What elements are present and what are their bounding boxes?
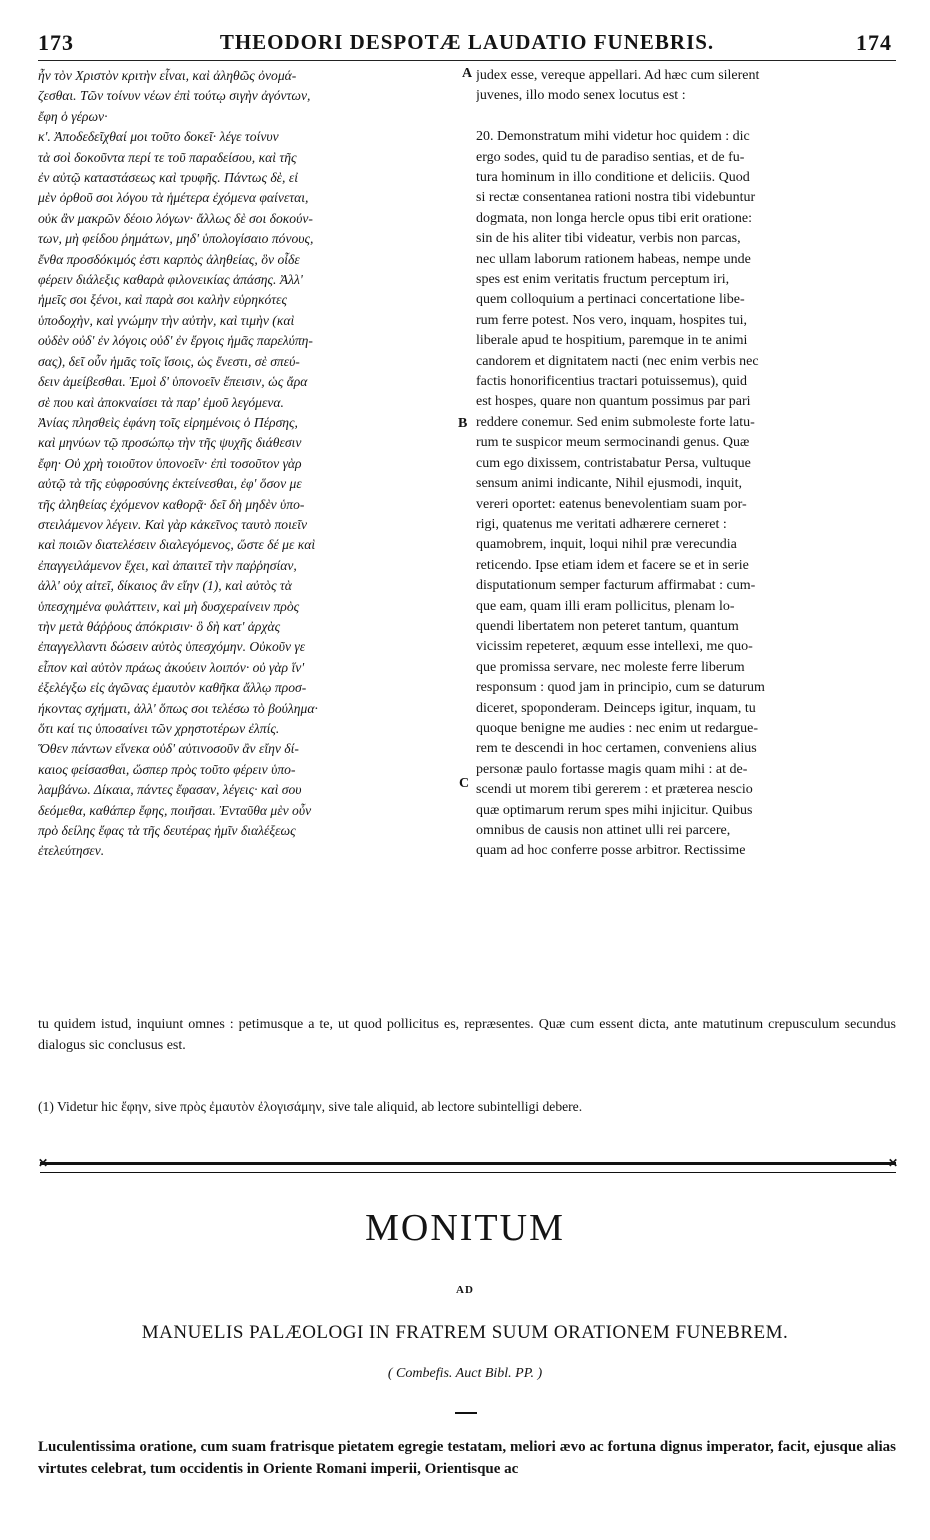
text-line: quamobrem, inquit, loqui nihil præ verecundia	[476, 537, 737, 553]
running-header	[38, 24, 896, 61]
footnote: (1) Videtur hic ἔφην, sive πρὸς ἐμαυτὸν ἐλογισάμην, sive tale aliquid, ab lectore subintelligi debere.	[38, 1099, 583, 1114]
text-line: vicissim repeteret, æquum esse intellexi, me quo-	[476, 639, 753, 655]
text-line: καὶ ποιῶν διατελέσειν διαλεγόμενος, ὥστε δέ με καὶ	[38, 537, 316, 553]
page-number-left: 173	[38, 30, 74, 55]
section-divider	[38, 1156, 898, 1173]
monitum-body-text: Luculentissima oratione, cum suam fratrisque pietatem egregie testatam, meliori ævo ac fortuna dignus imperator, facit, ejusque alias virtutes celebrat, tum occidentis in Oriente Romani imperii, Orientisque ac	[38, 1439, 896, 1477]
page-number-right: 174	[856, 30, 892, 55]
text-line: στειλάμενον λέγειν. Καὶ γὰρ κἀκεῖνος ταυτὸ ποιεῖν	[38, 516, 308, 532]
text-line: omnibus de causis non attinet ulli rei parcere,	[476, 823, 731, 839]
text-line: factis honorificentius tractari potuissemus), quid	[476, 374, 747, 390]
text-line: rum te suspicor meum sermocinandi genus. Quæ	[476, 435, 750, 451]
text-line: sin de his aliter tibi videatur, verbis non parcas,	[476, 231, 741, 247]
text-line: σὲ που καὶ ἀποκναίσει τὰ παρ' ἐμοῦ λεγόμενα.	[38, 394, 284, 410]
closing-paragraph: tu quidem istud, inquiunt omnes : petimusque a te, ut quod pollicitus es, repræsentes. Quæ cum essent dicta, ante matutinum crepusculum secundus dialogus sic conclusus est.	[38, 1017, 896, 1053]
text-line: quoque benigne me audies : nec enim ut redargue-	[476, 720, 758, 736]
text-line: ὑποδοχὴν, καὶ γνώμην τὴν αὐτὴν, καὶ τιμὴν (καὶ	[38, 312, 295, 328]
text-line: rum ferre potest. Nos vero, inquam, hospites tui,	[476, 312, 748, 328]
monitum-title: MONITUM	[365, 1207, 565, 1249]
text-line: ἡμεῖς σοι ξένοι, καὶ παρὰ σοι καλὴν εὑρηκότες	[38, 292, 288, 308]
text-line: αὐτῷ τὰ τῆς εὐφροσύνης ἐκτείνεσθαι, ἐφ' ὅσον με	[38, 476, 302, 492]
text-line: ἐν αὐτῷ καταστάσεως καὶ τρυφῆς. Πάντως δὲ, εἰ	[38, 170, 298, 186]
text-line: judex esse, vereque appellari. Ad hæc cum silerent	[476, 68, 760, 83]
text-line: 20. Demonstratum mihi videtur hoc quidem : dic	[476, 129, 750, 145]
text-line: λαμβάνω. Δίκαια, πάντες ἔφασαν, λέγεις· καὶ σου	[38, 782, 302, 798]
margin-marker-b: B	[458, 416, 468, 431]
text-line: ζεσθαι. Τῶν τοίνυν νέων ἐπὶ τούτῳ σιγὴν ἀγόντων,	[38, 88, 311, 104]
text-line: ἐπαγγειλάμενον ἔχει, καὶ ἀπαιτεῖ τὴν παῤῥησίαν,	[38, 557, 297, 573]
text-line: ἐξελέγξω εἰς ἀγῶνας ἐμαυτὸν καθῆκα ἄλλῳ προσ-	[38, 680, 307, 696]
margin-marker-a: A	[462, 66, 473, 81]
running-title: THEODORI DESPOTÆ LAUDATIO FUNEBRIS.	[219, 30, 715, 54]
text-line: ἀλλ' οὐχ αἰτεῖ, δίκαιος ἂν εἴην (1), καὶ αὐτὸς τὰ	[38, 578, 292, 594]
text-line: δειν ἀμείβεσθαι. Ἐμοὶ δ' ὑπονοεῖν ἔπεισιν, ὡς ἄρα	[38, 374, 308, 390]
text-line: rigi, quatenus me veritati adhærere cerneret :	[476, 516, 727, 532]
text-line: candorem et dignitatem nacti (nec enim verbis nec	[476, 353, 759, 369]
text-line: μὲν ὀρθοῦ σοι λόγου τὰ ἡμέτερα ἐχόμενα φαίνεται,	[38, 190, 309, 206]
text-line: reticendo. Ipse etiam idem et facere se et in serie	[476, 557, 749, 573]
text-line: ἐτελεύτησεν.	[38, 843, 105, 859]
text-line: cum ego dixissem, contristabatur Persa, vultuque	[476, 455, 751, 471]
greek-column	[38, 66, 462, 862]
text-line: scendi ut morem tibi gererem : et præterea nescio	[476, 782, 753, 798]
text-line: juvenes, illo modo senex locutus est :	[476, 88, 686, 104]
text-line: σας), δεῖ οὖν ἡμᾶς τοῖς ἴσοις, ὡς ἔνεστι, σὲ σπεύ-	[38, 353, 300, 369]
text-line: personæ paulo fortasse magis quam mihi : at de-	[476, 761, 748, 777]
text-line: rem te descendi in hoc certamen, conveniens alius	[476, 741, 757, 757]
text-line: vereri oportet: eatenus benevolentiam suam por-	[476, 496, 747, 512]
text-line: quem colloquium a pertinaci concertatione libe-	[476, 292, 745, 308]
text-line: τῆς ἀληθείας ἐχόμενον καθορᾷ· δεῖ δὴ μηδὲν ὑπο-	[38, 496, 305, 512]
text-line: τὰ σοὶ δοκοῦντα περί τε τοῦ παραδείσου, καὶ τῆς	[38, 149, 297, 165]
paragraph-gap	[476, 107, 896, 127]
text-line: ἔνθα προσδόκιμός ἐστι καρπὸς ἀληθείας, ὃν οἶδε	[38, 251, 300, 267]
text-line: Ἀνίας πλησθεὶς ἐφάνη τοῖς εἰρημένοις ὁ Πέρσης,	[38, 414, 298, 430]
latin-column	[476, 66, 896, 862]
short-rule	[455, 1412, 477, 1414]
text-line: tura hominum in illo conditione et deliciis. Quod	[476, 170, 750, 186]
text-line: nec ullam laborum rationem habeas, nempe unde	[476, 251, 751, 267]
text-line: καὶ μηνύων τῷ προσώπῳ τὴν τῆς ψυχῆς διάθεσιν	[38, 435, 302, 451]
text-line: disputationum semper facturum affirmabat : cum-	[476, 578, 756, 594]
text-line: φέρειν διάλεξις καθαρὰ φιλονεικίας ἁπάσης. Ἀλλ'	[38, 272, 303, 288]
text-line: δεόμεθα, καθάπερ ἔφης, ποιῆσαι. Ἐνταῦθα μὲν οὖν	[38, 802, 312, 818]
text-line: ἐπαγγελλαντι δώσειν αὐτὸς ὑπεσχόμην. Οὐκοῦν γε	[38, 639, 306, 655]
text-line: dogmata, non longa hercle opus tibi erit oratione:	[476, 210, 753, 226]
text-line: ἦν τὸν Χριστὸν κριτὴν εἶναι, καὶ ἀληθῶς ὀνομά-	[38, 68, 297, 83]
margin-marker-c: C	[459, 776, 470, 791]
text-line: liberale apud te hospitium, paremque in te animi	[476, 333, 748, 349]
text-line: κ'. Ἀποδεδεῖχθαί μοι τοῦτο δοκεῖ· λέγε τοίνυν	[38, 129, 279, 145]
text-line: ὑπεσχημένα φυλάττειν, καὶ μὴ δυσχεραίνειν πρὸς	[38, 598, 300, 614]
text-line: εἶπον καὶ αὐτὸν πράως ἀκούειν λοιπόν· οὐ γὰρ ἵν'	[38, 659, 305, 675]
text-line: ergo sodes, quid tu de paradiso sentias, et de fu-	[476, 149, 745, 165]
text-line: quendi libertatem non peteret tantum, quantum	[476, 618, 739, 634]
text-line: πρὸ δείλης ἔφας τὰ τῆς δευτέρας ἡμῖν διαλέξεως	[38, 823, 296, 839]
text-line: que eam, quam illi eram pollicitus, plenam lo-	[476, 598, 735, 614]
text-line: των, μὴ φείδου ῥημάτων, μηδ' ὑπολογίσαιο πόνους,	[38, 231, 314, 247]
text-line: quæ optimarum rerum spes mihi injicitur. Quibus	[476, 802, 753, 818]
text-line: ὅτι καί τις ὑποσαίνει τῶν χρηστοτέρων ἐλπίς.	[38, 721, 280, 736]
text-line: ἔφη· Οὐ χρὴ τοιοῦτον ὑπονοεῖν· ἐπὶ τοσοῦτον γὰρ	[38, 455, 302, 471]
text-line: que promissa servare, nec moleste ferre liberum	[476, 659, 745, 675]
text-line: responsum : quod jam in principio, cum se daturum	[476, 680, 765, 696]
text-line: ἔφη ὁ γέρων·	[38, 108, 108, 124]
text-line: οὐκ ἂν μακρῶν δέοιο λόγων· ἄλλως δὲ σοι δοκούν-	[38, 210, 313, 226]
text-line: si rectæ consentanea rationi nostra tibi videbuntur	[476, 190, 756, 206]
text-line: τὴν μετὰ θάῤῥους ἀπόκρισιν· ὃ δὴ κατ' ἀρχὰς	[38, 618, 281, 634]
text-line: οὐδὲν οὐδ' ἐν λόγοις οὐδ' ἐν ἔργοις ἡμᾶς παρελύπη-	[38, 333, 313, 349]
monitum-source: ( Combefis. Auct Bibl. PP. )	[387, 1366, 543, 1381]
text-line: Ὅθεν πάντων εἵνεκα οὐδ' αὐτινοσοῦν ἂν εἴην δί-	[38, 741, 299, 757]
text-line: diceret, spoponderam. Deinceps igitur, inquam, tu	[476, 700, 756, 716]
text-line: quam ad hoc conferre posse arbitror. Rectissime	[476, 843, 746, 859]
monitum-subtitle: MANUELIS PALÆOLOGI IN FRATREM SUUM ORATIONEM FUNEBREM.	[141, 1322, 789, 1343]
text-line: καιος φείσασθαι, ὥσπερ πρὸς τοῦτο φέρειν ὑπο-	[38, 761, 296, 777]
divider-end-left: ✕	[38, 1156, 49, 1170]
text-line: reddere conemur. Sed enim submoleste forte latu-	[476, 414, 755, 430]
text-line: spes est enim veritatis fructum perceptum iri,	[476, 272, 730, 288]
text-line: ήκοντας σχήματι, ἀλλ' ὅπως σοι τελέσω τὸ βούλημα·	[38, 700, 318, 716]
monitum-ad: AD	[456, 1284, 474, 1296]
divider-end-right: ✕	[887, 1156, 898, 1170]
text-line: sensum animi indicante, Nihil ejusmodi, inquit,	[476, 476, 742, 492]
text-line: est hospes, quare non quantum possimus par pari	[476, 394, 751, 410]
